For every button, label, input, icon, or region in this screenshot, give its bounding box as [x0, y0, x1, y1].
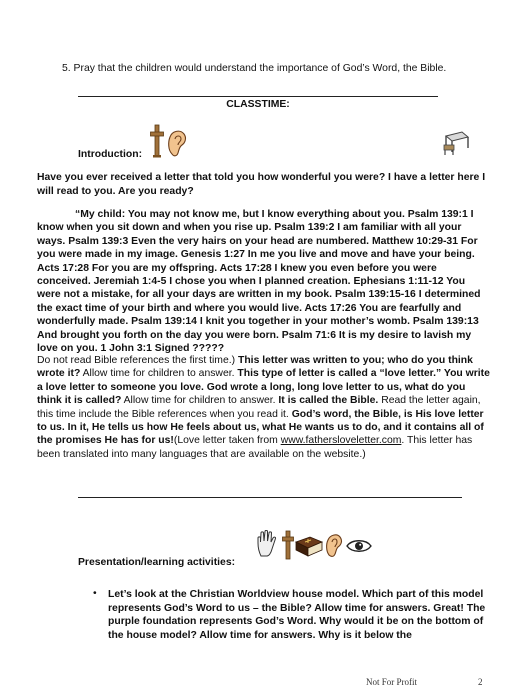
love-letter-link[interactable]: www.fathersloveletter.com: [280, 435, 402, 447]
discussion-note: Allow time for children to answer.: [121, 395, 279, 407]
discussion-note: Allow time for children to answer.: [80, 368, 238, 380]
eye-icon: [346, 539, 372, 553]
discussion-question: This letter was written to you; who do you think wrote it?: [37, 355, 473, 380]
discussion-note: . This letter has been translated into many languages that are available on the website.): [37, 435, 473, 460]
section-divider: [78, 497, 462, 498]
love-letter-text: “My child: You may not know me, but I know everything about you. Psalm 139:1 I know when you sit down and when you rise up. Psalm 139:2 I am familiar with all your ways. Psalm 139:3 Even the very hairs on your head are numbered. Matthew 10:29-31 For you were made in my image. Genesis 1:27 In me you live and move and have your being. Acts 17:28 For you are my offspring. Acts 17:28 I knew you even before you were conceived. Jeremiah 1:4-5 I chose you when I planned creation. Ephesians 1:11-12 You were not a mistake, for all your days are written in my book. Psalm 139:15-16 I determined the exact time of your birth and where you would live. Acts 17:26 You are fearfully and wonderfully made. Psalm 139:14 I knit you together in your mother’s womb. Psalm 139:13 And brought you forth on the day you were born. Psalm 71:6 It is my desire to lavish my love on you. 1 John 3:1 Signed ?????: [37, 209, 481, 355]
discussion-note: (Love letter taken from: [173, 435, 281, 447]
discussion-statement: This type of letter is called a “love letter.” You write a love letter to someone you love. God wrote a long, long love letter to us, what do you think it is called?: [37, 368, 490, 407]
school-desk-icon: [442, 130, 472, 156]
discussion-statement: It is called the Bible.: [278, 395, 379, 407]
ear-icon: [324, 532, 344, 558]
discussion-paragraph: [37, 354, 490, 461]
discussion-statement: God’s word, the Bible, is His love letter to us. In it, He tells us how He feels about us, what He wants us to do, and it contains all of the promises He has for us!: [37, 408, 484, 447]
classtime-heading: CLASSTIME:: [226, 99, 290, 110]
bullet-marker: •: [93, 588, 97, 599]
ear-icon: [166, 128, 188, 158]
footer-label: Not For Profit: [366, 677, 418, 687]
page-number: 2: [478, 677, 483, 687]
discussion-note: Do not read Bible references the first time.): [37, 355, 238, 366]
introduction-label: Introduction:: [78, 149, 143, 160]
opening-question: Have you ever received a letter that told you how wonderful you were? I have a letter here I will read to you. Are you ready?: [37, 172, 486, 197]
discussion-note: Read the letter again, this time include the Bible references when you read it.: [37, 395, 481, 420]
cross-icon: [150, 124, 164, 158]
prayer-point: 5. Pray that the children would understand the importance of God’s Word, the Bible.: [62, 63, 447, 74]
bullet-item: Let’s look at the Christian Worldview house model. Which part of this model represents God’s Word to us – the Bible? Allow time for answers. Great! The purple foundation represents God’s Word. Why would it be on the bottom of the house model? Allow time for answers. Why is it below the: [108, 589, 486, 641]
presentation-label: Presentation/learning activities:: [78, 557, 236, 568]
bible-icon: [294, 534, 324, 558]
hand-icon: [256, 530, 278, 558]
cross-icon: [282, 530, 294, 560]
section-divider: [78, 96, 438, 97]
